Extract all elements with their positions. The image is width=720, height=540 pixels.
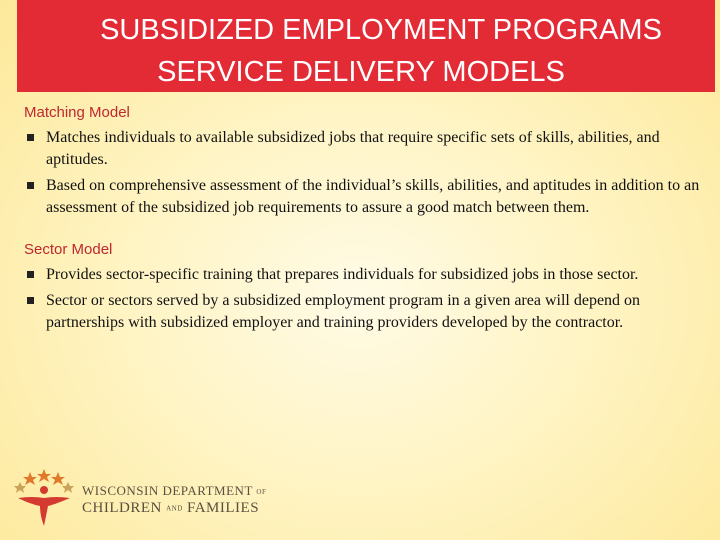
logo-of: OF xyxy=(256,488,267,497)
page-title-line-2: SERVICE DELIVERY MODELS xyxy=(157,56,565,88)
bullet-list xyxy=(24,127,704,219)
logo-and: AND xyxy=(166,504,183,513)
square-bullet-icon xyxy=(27,182,34,189)
bullet-text: Matches individuals to available subsidized jobs that require specific sets of skills, abilities, and aptitudes. xyxy=(46,129,660,168)
bullet-item xyxy=(24,175,704,219)
logo-families: FAMILIES xyxy=(187,500,260,516)
square-bullet-icon xyxy=(27,271,34,278)
title-bar xyxy=(17,0,715,92)
square-bullet-icon xyxy=(27,134,34,141)
slide-content xyxy=(24,104,704,352)
logo-text-line-1 xyxy=(82,483,266,499)
bullet-text: Based on comprehensive assessment of the individual’s skills, abilities, and aptitudes in addition to an assessment of the subsidized job requirements to assure a good match between them. xyxy=(46,177,700,216)
bullet-item xyxy=(24,127,704,171)
logo-agency-name: WISCONSIN DEPARTMENT xyxy=(82,483,253,498)
sector-model-section xyxy=(24,241,704,334)
page-title-line-1: SUBSIDIZED EMPLOYMENT PROGRAMS xyxy=(100,14,662,46)
section-heading-sector-model: Sector Model xyxy=(24,241,113,258)
bullet-list xyxy=(24,264,704,334)
bullet-item xyxy=(24,264,704,286)
matching-model-section xyxy=(24,104,704,219)
bullet-item xyxy=(24,290,704,334)
section-heading-matching-model: Matching Model xyxy=(24,104,130,121)
wisconsin-dcf-logo xyxy=(10,468,270,530)
logo-text-line-2 xyxy=(82,500,259,517)
bullet-text: Provides sector-specific training that prepares individuals for subsidized jobs in those sector. xyxy=(46,266,639,283)
square-bullet-icon xyxy=(27,297,34,304)
bullet-text: Sector or sectors served by a subsidized employment program in a given area will depend on partnerships with subsidized employer and training providers developed by the contractor. xyxy=(46,292,641,331)
stars-figure-icon xyxy=(10,468,80,530)
logo-children: CHILDREN xyxy=(82,500,162,516)
